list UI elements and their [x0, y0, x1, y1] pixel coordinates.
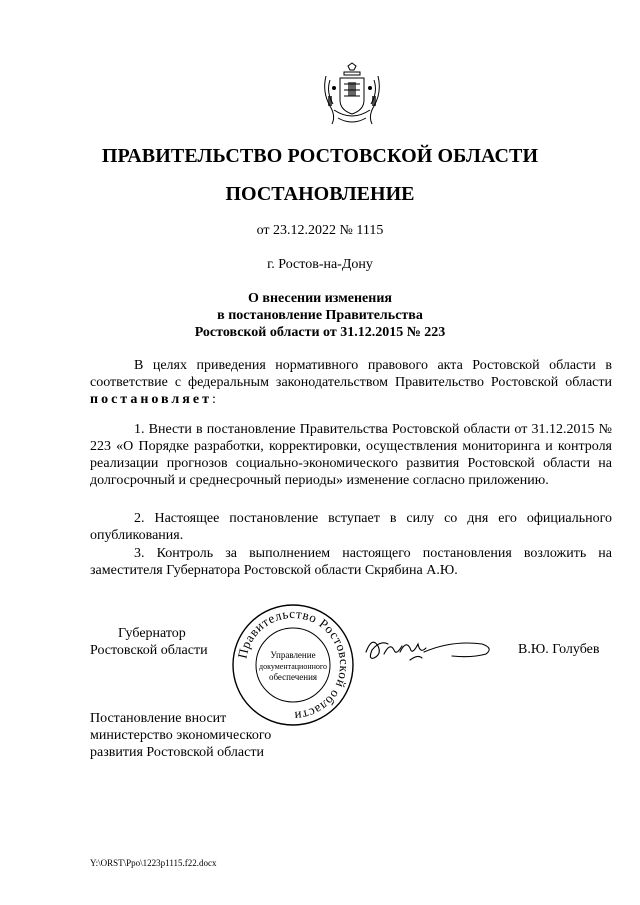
document-type: ПОСТАНОВЛЕНИЕ	[225, 183, 415, 205]
submitted-by-line: Постановление вносит	[90, 711, 227, 726]
paragraph-item-3	[90, 545, 612, 579]
signatory-title-line: Ростовской области	[90, 643, 208, 658]
stamp-ring-text: Правительство Ростовской области	[234, 605, 353, 725]
intro-paragraph	[90, 357, 612, 408]
paragraph-item-1	[90, 421, 612, 489]
paragraph-item-2-text: 2. Настоящее постановление вступает в силу со дня его официального опубликования.	[90, 511, 612, 543]
document-city: г. Ростов-на-Дону	[267, 257, 373, 272]
document-subject	[0, 290, 640, 341]
government-title: ПРАВИТЕЛЬСТВО РОСТОВСКОЙ ОБЛАСТИ	[101, 145, 539, 167]
paragraph-item-1-text: 1. Внести в постановление Правительства Ростовской области от 31.12.2015 № 223 «О Порядке разработки, корректировки, осуществления мониторинга и контроля реализации прогнозов социально-экономического развития Ростовской области на долгосрочный и среднесрочный периоды» изменение согласно приложению.	[90, 422, 612, 488]
submitted-by-line: развития Ростовской области	[90, 745, 264, 760]
paragraph-item-2	[90, 510, 612, 544]
signatory-name: В.Ю. Голубев	[518, 642, 600, 657]
signatory-title-line: Губернатор	[118, 626, 186, 641]
stamp-inner-line: документационного	[259, 662, 327, 671]
signatory-title	[90, 625, 220, 659]
intro-end: :	[211, 392, 216, 407]
coat-of-arms-icon	[318, 62, 386, 128]
intro-text: В целях приведения нормативного правового акта Ростовской области в соответствие с федеральным законодательством Правительство Ростовской области	[90, 358, 612, 390]
stamp-inner-line: Управление	[270, 650, 316, 660]
submitted-by-note	[90, 710, 330, 761]
handwritten-signature	[362, 632, 496, 666]
stamp-inner-line: обеспечения	[268, 672, 318, 682]
file-path: Y:\ORST\Ppo\1223p1115.f22.docx	[90, 858, 217, 868]
intro-action: постановляет	[90, 392, 212, 407]
subject-line: в постановление Правительства	[217, 308, 423, 323]
subject-line: Ростовской области от 31.12.2015 № 223	[194, 325, 446, 340]
submitted-by-line: министерство экономического	[90, 728, 272, 743]
subject-line: О внесении изменения	[248, 291, 392, 306]
paragraph-item-3-text: 3. Контроль за выполнением настоящего постановления возложить на заместителя Губернатора Ростовской области Скрябина А.Ю.	[90, 546, 612, 578]
document-date-number: от 23.12.2022 № 1115	[256, 223, 384, 238]
